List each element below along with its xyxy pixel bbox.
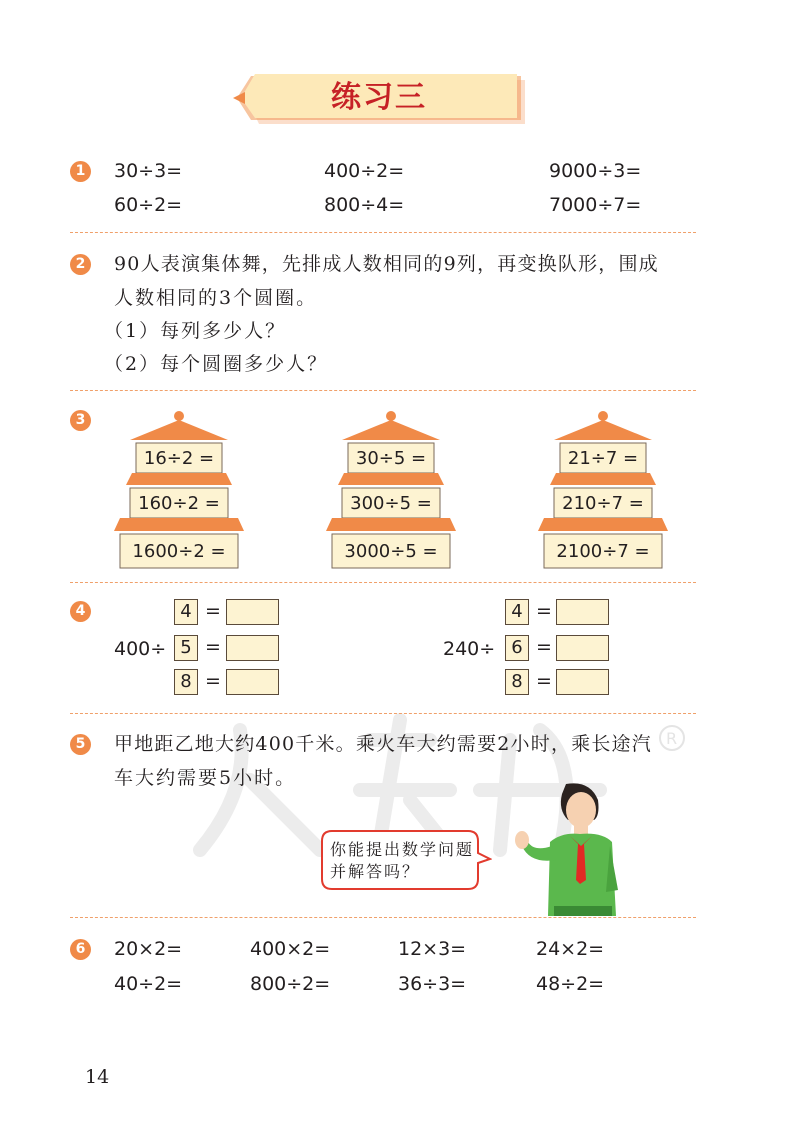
- e4-left-divisor: 5: [174, 635, 198, 661]
- pagoda-middle-equation: 160÷2 =: [138, 493, 220, 514]
- pagoda-middle-equation: 300÷5 =: [350, 493, 432, 514]
- pagoda-card: [324, 410, 458, 572]
- e1-problem: 7000÷7=: [549, 194, 642, 216]
- equals-sign: =: [205, 670, 221, 692]
- equals-sign: =: [536, 600, 552, 622]
- e6-problem: 800÷2=: [250, 973, 331, 995]
- pagoda-card: [536, 410, 670, 572]
- pagoda-card: [112, 410, 246, 572]
- pagoda-bottom-equation: 3000÷5 =: [344, 541, 438, 562]
- speech-bubble-text: [330, 839, 490, 883]
- equals-sign: =: [536, 670, 552, 692]
- equals-sign: =: [536, 636, 552, 658]
- e4-right-divisor: 4: [505, 599, 529, 625]
- section-divider: [70, 232, 696, 233]
- equals-sign: =: [205, 636, 221, 658]
- page-title: 练习三: [331, 80, 427, 115]
- e1-problem: 9000÷3=: [549, 160, 642, 182]
- svg-text:R: R: [666, 729, 678, 748]
- exercise-number-badge: 3: [70, 410, 91, 431]
- bubble-line: 你能提出数学问题: [330, 840, 475, 859]
- section-divider: [70, 713, 696, 714]
- e4-right-divisor: 6: [505, 635, 529, 661]
- exercise-number-badge: 4: [70, 601, 91, 622]
- e5-text-line: 车大约需要5小时。: [114, 767, 297, 789]
- answer-box[interactable]: [556, 599, 609, 625]
- exercise-number-badge: 6: [70, 939, 91, 960]
- e6-problem: 20×2=: [114, 938, 183, 960]
- bubble-line: 并解答吗？: [330, 862, 421, 881]
- pagoda-top-equation: 30÷5 =: [355, 448, 427, 469]
- section-divider: [70, 582, 696, 583]
- e6-problem: 48÷2=: [536, 973, 605, 995]
- answer-box[interactable]: [226, 669, 279, 695]
- e1-problem: 60÷2=: [114, 194, 183, 216]
- e2-text-line: 90人表演集体舞，先排成人数相同的9列，再变换队形，围成: [114, 253, 659, 275]
- exercise-number-badge: 5: [70, 734, 91, 755]
- e6-problem: 36÷3=: [398, 973, 467, 995]
- section-divider: [70, 390, 696, 391]
- title-banner: [233, 72, 525, 124]
- answer-box[interactable]: [226, 599, 279, 625]
- e4-right-divisor: 8: [505, 669, 529, 695]
- e1-problem: 800÷4=: [324, 194, 405, 216]
- e6-problem: 400×2=: [250, 938, 331, 960]
- answer-box[interactable]: [556, 669, 609, 695]
- answer-box[interactable]: [556, 635, 609, 661]
- page-number: 14: [85, 1066, 110, 1088]
- exercise-number-badge: 2: [70, 254, 91, 275]
- e6-problem: 24×2=: [536, 938, 605, 960]
- e2-text-line: 人数相同的3个圆圈。: [114, 287, 318, 309]
- equals-sign: =: [205, 600, 221, 622]
- e1-problem: 30÷3=: [114, 160, 183, 182]
- e4-left-divisor: 8: [174, 669, 198, 695]
- e2-question: （2）每个圆圈多少人？: [104, 353, 329, 375]
- section-divider: [70, 917, 696, 918]
- e5-text-line: 甲地距乙地大约400千米。乘火车大约需要2小时，乘长途汽: [114, 733, 652, 755]
- pagoda-bottom-equation: 1600÷2 =: [132, 541, 226, 562]
- e2-question: （1）每列多少人？: [104, 320, 287, 342]
- e4-right-dividend: 240÷: [443, 638, 496, 660]
- pagoda-top-equation: 21÷7 =: [567, 448, 639, 469]
- e4-left-dividend: 400÷: [114, 638, 167, 660]
- pagoda-bottom-equation: 2100÷7 =: [556, 541, 650, 562]
- boy-illustration: [510, 780, 630, 916]
- e6-problem: 40÷2=: [114, 973, 183, 995]
- answer-box[interactable]: [226, 635, 279, 661]
- pagoda-middle-equation: 210÷7 =: [562, 493, 644, 514]
- e4-left-divisor: 4: [174, 599, 198, 625]
- e1-problem: 400÷2=: [324, 160, 405, 182]
- e6-problem: 12×3=: [398, 938, 467, 960]
- pagoda-top-equation: 16÷2 =: [143, 448, 215, 469]
- exercise-number-badge: 1: [70, 161, 91, 182]
